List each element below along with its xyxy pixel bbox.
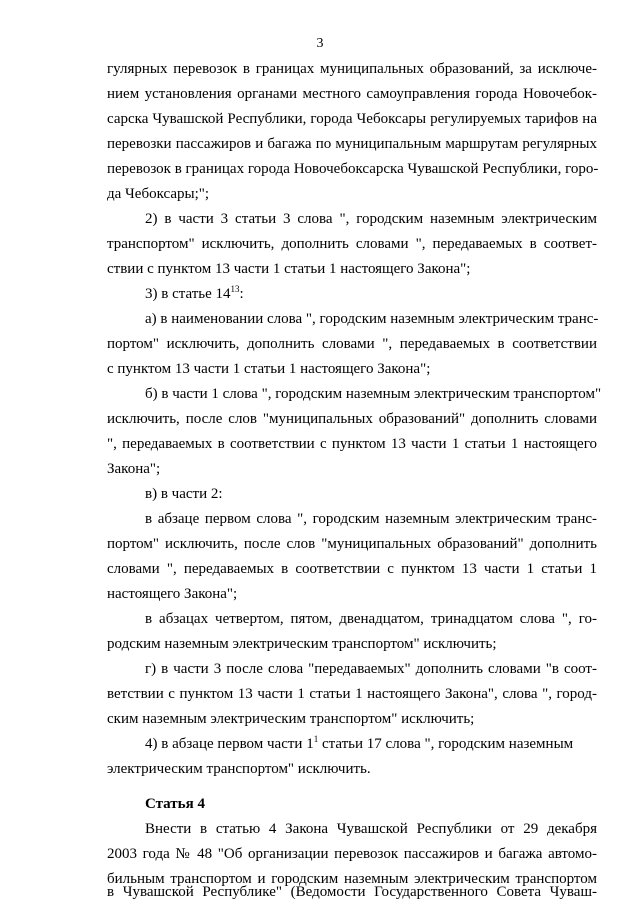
text-line: перевозок в границах города Новочебоксарска Чувашской Республики, горо- <box>107 161 599 177</box>
text-line: ", передаваемых в соответствии с пунктом 13 части 1 статьи 1 настоящего <box>107 436 597 452</box>
text-line <box>145 282 597 307</box>
text-line: да Чебоксары;"; <box>107 186 210 202</box>
text-line: бильным транспортом и городским наземным электрическим транспортом <box>107 871 597 887</box>
superscript: 13 <box>230 284 240 294</box>
text-fragment: : <box>239 286 244 302</box>
text-line: Внести в статью 4 Закона Чувашской Республики от 29 декабря <box>145 821 597 837</box>
text-line: ветствии с пунктом 13 части 1 статьи 1 настоящего Закона", слова ", город- <box>107 686 597 702</box>
text-line: в Чувашской Республике" (Ведомости Государственного Совета Чуваш- <box>107 884 597 900</box>
text-line: Закона"; <box>107 461 161 477</box>
text-line: в абзацах четвертом, пятом, двенадцатом, тринадцатом слова ", го- <box>145 611 597 627</box>
text-line: портом" исключить, после слов "муниципальных образований" дополнить <box>107 536 597 552</box>
text-fragment: статьи 17 слова ", городским наземным <box>318 736 574 752</box>
text-line: с пунктом 13 части 1 статьи 1 настоящего Закона"; <box>107 361 431 377</box>
article-heading: Статья 4 <box>145 796 205 812</box>
text-line: сарска Чувашской Республики, города Чебоксары регулируемых тарифов на <box>107 111 597 127</box>
superscript: 1 <box>313 734 319 744</box>
text-line: нием установления органами местного самоуправления города Новочебок- <box>107 86 597 102</box>
text-line: б) в части 1 слова ", городским наземным электрическим транспортом" <box>145 386 602 402</box>
text-line: в) в части 2: <box>145 486 223 502</box>
text-line: настоящего Закона"; <box>107 586 238 602</box>
text-line: г) в части 3 после слова "передаваемых" дополнить словами "в соот- <box>145 661 597 677</box>
text-line: а) в наименовании слова ", городским наземным электрическим транс- <box>145 311 599 327</box>
text-line: гулярных перевозок в границах муниципальных образований, за исключе- <box>107 61 597 77</box>
text-line: электрическим транспортом" исключить. <box>107 761 371 777</box>
text-line: перевозки пассажиров и багажа по муниципальным маршрутам регулярных <box>107 136 597 152</box>
text-line: словами ", передаваемых в соответствии с пунктом 13 части 1 статьи 1 <box>107 561 597 577</box>
text-line: транспортом" исключить, дополнить словами ", передаваемых в соответ- <box>107 236 597 252</box>
text-line: в абзаце первом слова ", городским наземным электрическим транс- <box>145 511 597 527</box>
page-number: 3 <box>316 36 324 51</box>
text-line: ским наземным электрическим транспортом" исключить; <box>107 711 475 727</box>
text-fragment: 3) в статье 14 <box>145 286 231 302</box>
text-line: 2003 года № 48 "Об организации перевозок пассажиров и багажа автомо- <box>107 846 597 862</box>
text-line: портом" исключить, дополнить словами ", передаваемых в соответствии <box>107 336 597 352</box>
text-line: исключить, после слов "муниципальных образований" дополнить словами <box>107 411 597 427</box>
text-line: ствии с пунктом 13 части 1 статьи 1 настоящего Закона"; <box>107 261 471 277</box>
text-line: родским наземным электрическим транспортом" исключить; <box>107 636 497 652</box>
text-line <box>145 732 597 757</box>
text-line: 2) в части 3 статьи 3 слова ", городским наземным электрическим <box>145 211 597 227</box>
text-fragment: 4) в абзаце первом части 1 <box>145 736 314 752</box>
